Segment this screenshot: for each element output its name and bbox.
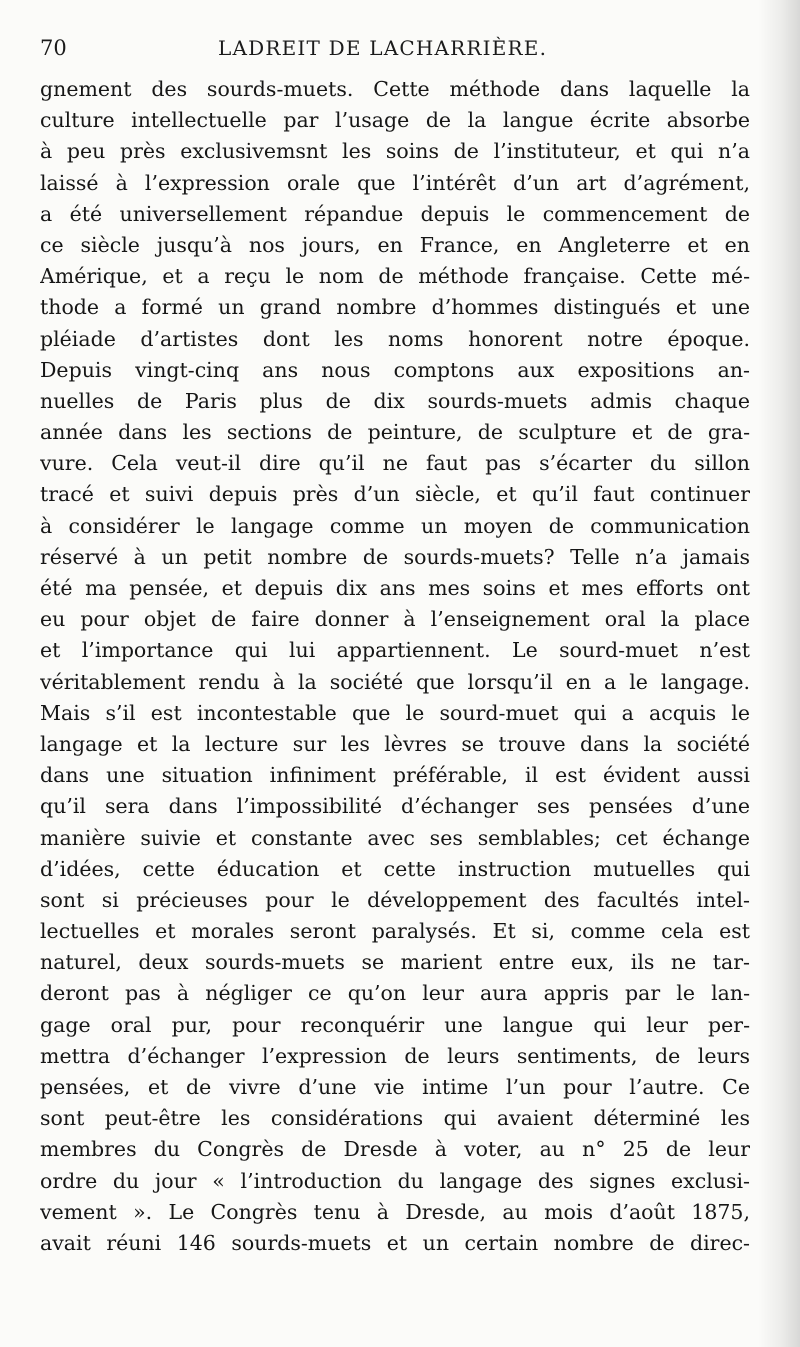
page-gutter-shadow bbox=[758, 0, 800, 1347]
text-line: ordre du jour « l’introduction du langage des signes exclusi- bbox=[40, 1168, 750, 1193]
text-line: d’idées, cette éducation et cette instruction mutuelles qui bbox=[40, 856, 750, 881]
text-line: sont si précieuses pour le développement des facultés intel- bbox=[40, 887, 750, 912]
text-line: langage et la lecture sur les lèvres se trouve dans la société bbox=[40, 731, 750, 756]
text-line: gage oral pur, pour reconquérir une langue qui leur per- bbox=[40, 1012, 750, 1037]
page-number: 70 bbox=[40, 36, 67, 60]
text-line: eu pour objet de faire donner à l’enseignement oral la place bbox=[40, 607, 750, 632]
text-line: laissé à l’expression orale que l’intérêt d’un art d’agrément, bbox=[40, 170, 750, 195]
text-line: avait réuni 146 sourds-muets et un certain nombre de direc- bbox=[40, 1230, 750, 1255]
text-line: thode a formé un grand nombre d’hommes distingués et une bbox=[40, 295, 750, 320]
text-line: vure. Cela veut-il dire qu’il ne faut pas s’écarter du sillon bbox=[40, 451, 750, 476]
text-line: ce siècle jusqu’à nos jours, en France, en Angleterre et en bbox=[40, 232, 750, 257]
text-line: véritablement rendu à la société que lorsqu’il en a le langage. bbox=[40, 669, 750, 694]
text-line: membres du Congrès de Dresde à voter, au n° 25 de leur bbox=[40, 1137, 750, 1162]
text-line: gnement des sourds-muets. Cette méthode dans laquelle la bbox=[40, 77, 750, 101]
text-line: lectuelles et morales seront paralysés. Et si, comme cela est bbox=[40, 919, 750, 944]
text-line: à considérer le langage comme un moyen de communication bbox=[40, 513, 750, 538]
text-line: mettra d’échanger l’expression de leurs sentiments, de leurs bbox=[40, 1043, 750, 1068]
text-line: a été universellement répandue depuis le commencement de bbox=[40, 201, 750, 226]
text-line: manière suivie et constante avec ses semblables; cet échange bbox=[40, 825, 750, 850]
running-head: LADREIT DE LACHARRIÈRE. bbox=[218, 36, 548, 60]
text-line: qu’il sera dans l’impossibilité d’échanger ses pensées d’une bbox=[40, 794, 750, 819]
text-line: à peu près exclusivemsnt les soins de l’instituteur, et qui n’a bbox=[40, 139, 750, 164]
text-line: Depuis vingt-cinq ans nous comptons aux expositions an- bbox=[40, 357, 750, 382]
text-line: pléiade d’artistes dont les noms honorent notre époque. bbox=[40, 326, 750, 351]
text-line: pensées, et de vivre d’une vie intime l’un pour l’autre. Ce bbox=[40, 1075, 750, 1099]
text-line: tracé et suivi depuis près d’un siècle, et qu’il faut continuer bbox=[40, 482, 750, 507]
text-line: vement ». Le Congrès tenu à Dresde, au mois d’août 1875, bbox=[40, 1199, 750, 1224]
text-line: Amérique, et a reçu le nom de méthode française. Cette mé- bbox=[40, 264, 750, 289]
text-line: année dans les sections de peinture, de sculpture et de gra- bbox=[40, 420, 750, 445]
text-line: et l’importance qui lui appartiennent. Le sourd-muet n’est bbox=[40, 638, 750, 663]
page-header bbox=[40, 36, 760, 70]
text-line: deront pas à négliger ce qu’on leur aura appris par le lan- bbox=[40, 981, 750, 1006]
text-line: culture intellectuelle par l’usage de la langue écrite absorbe bbox=[40, 108, 750, 133]
text-line: dans une situation infiniment préférable, il est évident aussi bbox=[40, 763, 750, 788]
text-line: été ma pensée, et depuis dix ans mes soins et mes efforts ont bbox=[40, 576, 750, 600]
text-line: réservé à un petit nombre de sourds-muets? Telle n’a jamais bbox=[40, 544, 750, 569]
text-line: Mais s’il est incontestable que le sourd-muet qui a acquis le bbox=[40, 700, 750, 725]
text-line: nuelles de Paris plus de dix sourds-muets admis chaque bbox=[40, 388, 750, 413]
body-text bbox=[40, 74, 750, 1259]
text-line: naturel, deux sourds-muets se marient entre eux, ils ne tar- bbox=[40, 950, 750, 975]
text-line: sont peut-être les considérations qui avaient déterminé les bbox=[40, 1106, 750, 1131]
